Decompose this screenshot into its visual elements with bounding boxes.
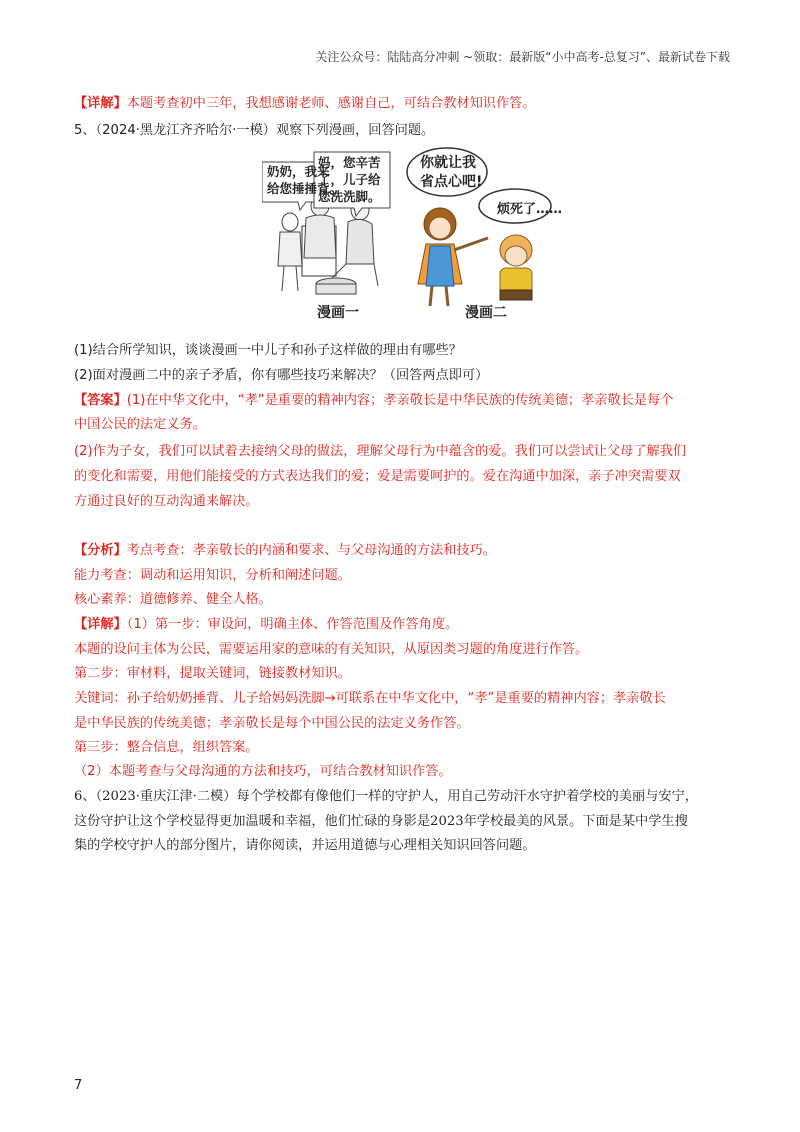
detail-part-2: （2）本题考查与父母沟通的方法和技巧，可结合教材知识作答。 — [74, 764, 452, 779]
detail-step-1 — [74, 613, 458, 637]
bubble-line: 给您捶捶背。 — [267, 181, 343, 196]
analysis-label: 【分析】 — [74, 543, 127, 558]
detail-keywords-2: 是中华民族的传统美德；孝亲敬长是每个中国公民的法定义务作答。 — [74, 716, 470, 731]
detail-step-3: 第三步：整合信息，组织答案。 — [74, 740, 259, 755]
bubble-line: 您洗洗脚。 — [318, 189, 381, 204]
bubble-line: 奶奶，我来 — [267, 164, 330, 179]
detail-step-2: 第二步：审材料，提取关键词，链接教材知识。 — [74, 666, 351, 681]
answer-2-line-2: 的变化和需要，用他们能接受的方式表达我们的爱；爱是需要呵护的。爱在沟通中加深，亲子冲突需要双 — [74, 469, 681, 484]
question-6-line-2: 这份守护让这个学校显得更加温暖和幸福，他们忙碌的身影是2023年学校最美的风景。下面是某中学生搜 — [74, 814, 688, 829]
analysis-text: 考点考查：孝亲敬长的内涵和要求、与父母沟通的方法和技巧。 — [126, 543, 496, 558]
question-5-stem: 5、（2024·黑龙江齐齐哈尔·一模）观察下列漫画，回答问题。 — [74, 123, 435, 138]
detail-line-2: 本题的设问主体为公民，需要运用家的意味的有关知识，从原因类习题的角度进行作答。 — [74, 642, 589, 657]
literacy-line: 核心素养：道德修养、健全人格。 — [74, 592, 272, 607]
answer-text: (1)在中华文化中，“孝”是重要的精神内容；孝亲敬长是中华民族的传统美德；孝亲敬长是每个 — [126, 393, 674, 408]
analysis-line — [74, 539, 496, 563]
sub-question-1: (1)结合所学知识，谈谈漫画一中儿子和孙子这样做的理由有哪些？ — [74, 343, 462, 358]
question-6-line-1: 6、（2023·重庆江津·二模）每个学校都有像他们一样的守护人，用自己劳动汗水守护着学校的美丽与安宁， — [74, 789, 698, 804]
page-header: 关注公众号：陆陆高分冲刺 ~领取：最新版“小中高考-总复习”、最新试卷下载 — [315, 50, 730, 64]
answer-1-line-2: 中国公民的法定义务。 — [74, 417, 206, 432]
bubble-kid: 烦死了…… — [497, 202, 563, 217]
bubble-son — [318, 154, 381, 205]
question-6-line-3: 集的学校守护人的部分图片，请你阅读，并运用道德与心理相关知识回答问题。 — [74, 838, 536, 853]
detail-label: 【详解】 — [74, 617, 127, 632]
answer-1-line-1 — [74, 389, 673, 413]
answer-2-line-1: (2)作为子女，我们可以试着去接纳父母的做法，理解父母行为中蕴含的爱。我们可以尝试让父母了解我们 — [74, 444, 687, 459]
detail-keywords-1: 关键词：孙子给奶奶捶背、儿子给妈妈洗脚→可联系在中华文化中，“孝”是重要的精神内容；孝亲敬长 — [74, 691, 666, 706]
sub-question-2: (2)面对漫画二中的亲子矛盾，你有哪些技巧来解决？（回答两点即可） — [74, 368, 489, 383]
bubble-line: 你就让我 — [420, 155, 476, 171]
ability-line: 能力考查：调动和运用知识，分析和阐述问题。 — [74, 568, 351, 583]
answer-label: 【答案】 — [74, 393, 127, 408]
bubble-line: 了，儿子给 — [318, 172, 381, 187]
q4-detail — [74, 92, 536, 116]
bubble-line: 省点心吧! — [420, 174, 483, 190]
detail-text: 本题考查初中三年，我想感谢老师、感谢自己，可结合教材知识作答。 — [126, 96, 536, 111]
bubble-mother — [420, 154, 482, 192]
bubble-line: 妈，您辛苦 — [318, 155, 381, 170]
comic-two-caption: 漫画二 — [465, 305, 507, 321]
page-number: 7 — [74, 1078, 83, 1093]
detail-label: 【详解】 — [74, 96, 127, 111]
detail-text: （1）第一步：审设问，明确主体、作答范围及作答角度。 — [126, 617, 459, 632]
comic-one-caption: 漫画一 — [317, 305, 359, 321]
answer-2-line-3: 方通过良好的互动沟通来解决。 — [74, 494, 259, 509]
